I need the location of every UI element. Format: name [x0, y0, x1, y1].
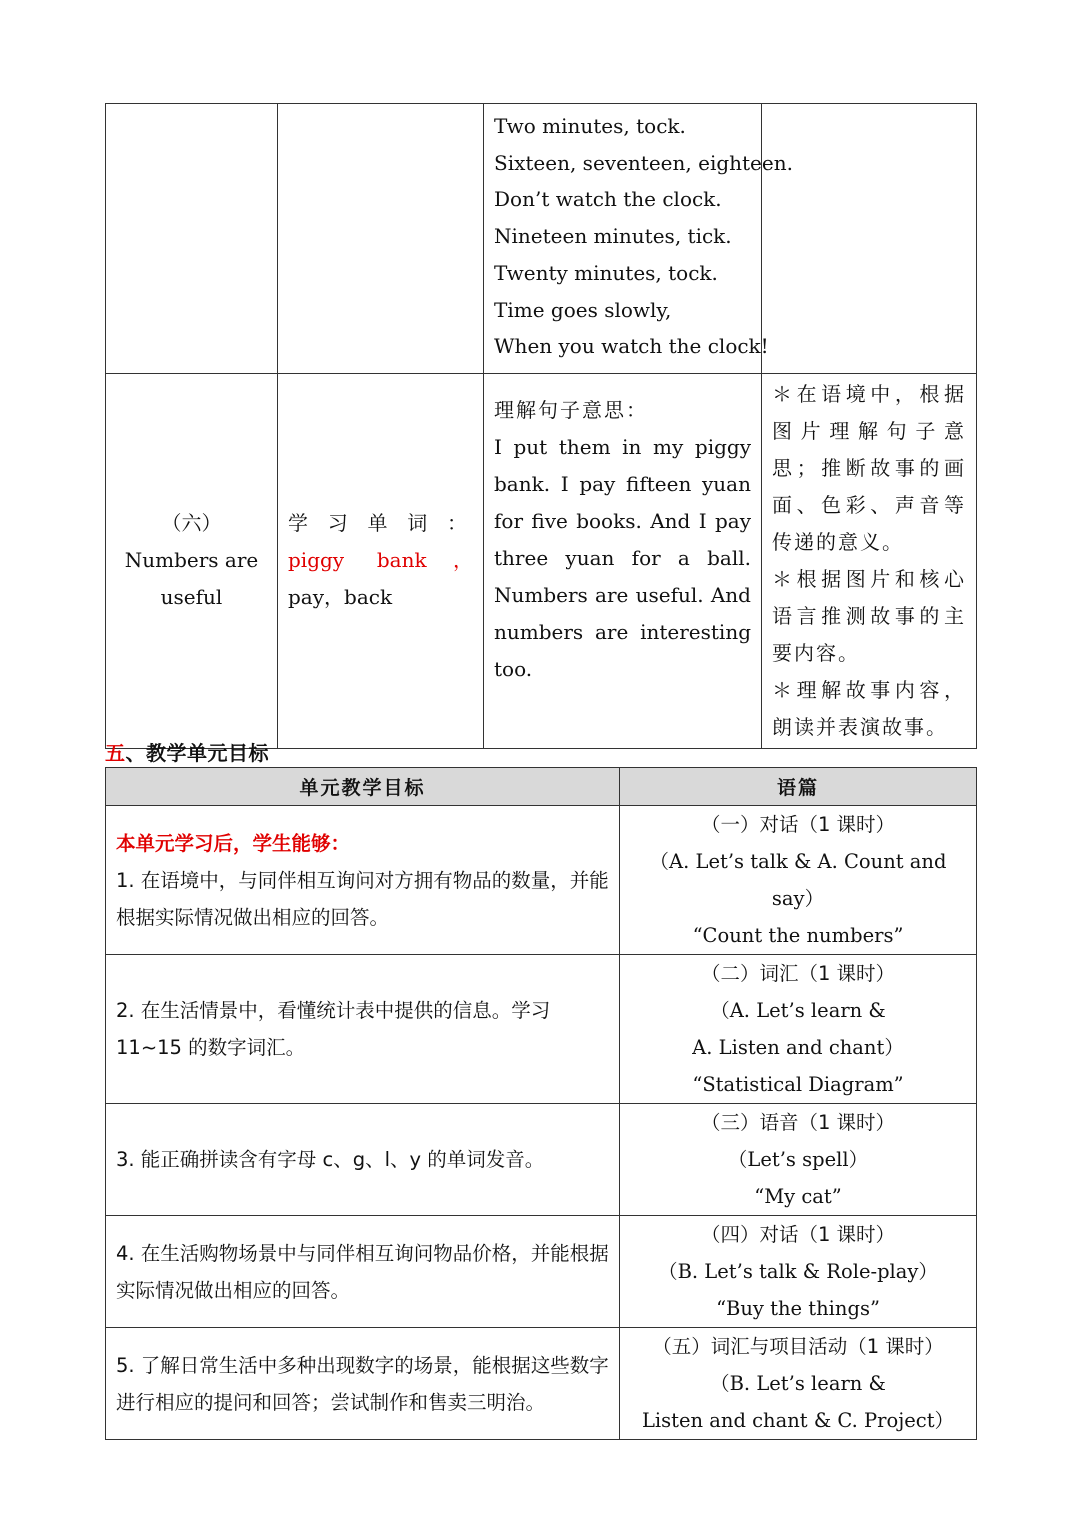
goal-text: 5. 了解日常生活中多种出现数字的场景，能根据这些数字进行相应的提问和回答；尝试制作和售卖三明治。 [116, 1353, 609, 1414]
text-line: （五）词汇与项目活动（1 课时） [652, 1335, 944, 1358]
text-line: Nineteen minutes, tick. [494, 224, 732, 249]
table-row [106, 955, 977, 1104]
column-header: 单元教学目标 [106, 768, 620, 806]
text-body: I put them in my piggy bank. I pay fifteen yuan for five books. And I pay three yuan for a ball. Numbers are useful. And numbers are interesting too. [494, 434, 751, 681]
text-line: Don’t watch the clock. [494, 187, 722, 212]
lesson-title-line: Numbers are [124, 548, 259, 573]
goal-text: 1. 在语境中，与同伴相互询问对方拥有物品的数量，并能根据实际情况做出相应的回答。 [116, 868, 609, 929]
lesson-number: （六） [161, 511, 222, 536]
text-line: Listen and chant & C. Project） [641, 1409, 955, 1432]
empty-cell [278, 104, 484, 374]
story-text-cell [484, 373, 762, 748]
goal-cell [106, 1216, 620, 1328]
goal-cell [106, 1328, 620, 1440]
goal-cell [106, 1104, 620, 1216]
text-line: When you watch the clock! [494, 334, 769, 359]
text-line: Time goes slowly, [494, 297, 672, 322]
text-line: Twenty minutes, tock. [494, 260, 718, 285]
text-line: “My cat” [754, 1185, 842, 1208]
text-cell [620, 806, 977, 955]
text-line: （三）语音（1 课时） [700, 1111, 896, 1134]
goal-text: 2. 在生活情景中，看懂统计表中提供的信息。学习 11~15 的数字词汇。 [116, 999, 551, 1059]
table-row [106, 1216, 977, 1328]
table-row [106, 104, 977, 374]
text-line: （一）对话（1 课时） [700, 813, 896, 836]
text-line: “Statistical Diagram” [692, 1073, 904, 1096]
text-line: （B. Let’s talk & Role-play） [658, 1260, 938, 1283]
goal-text: 3. 能正确拼读含有字母 c、g、l、y 的单词发音。 [116, 1148, 545, 1171]
goal-intro: 本单元学习后，学生能够： [116, 831, 351, 855]
unit-objectives-table [105, 767, 977, 1440]
vocab-highlight: piggy bank， [288, 548, 473, 573]
text-line: （B. Let’s learn & [710, 1372, 886, 1395]
text-line: （四）对话（1 课时） [700, 1223, 896, 1246]
section-heading [105, 737, 269, 766]
lesson-title-cell [106, 373, 278, 748]
table-row [106, 373, 977, 748]
goal-cell [106, 955, 620, 1104]
table-row [106, 1104, 977, 1216]
empty-cell [106, 104, 278, 374]
text-heading: 理解句子意思： [494, 397, 648, 422]
text-line: Two minutes, tock. [494, 114, 686, 138]
table-row [106, 806, 977, 955]
text-cell [620, 955, 977, 1104]
goal-cell [106, 806, 620, 955]
text-cell [620, 1104, 977, 1216]
goal-item: ＊在语境中，根据图片理解句子意思；推断故事的画面、色彩、声音等传递的意义。 [772, 381, 966, 554]
goal-item: ＊理解故事内容，朗读并表演故事。 [772, 677, 966, 739]
text-cell [620, 1216, 977, 1328]
text-line: Sixteen, seventeen, eighteen. [494, 150, 793, 175]
goal-item: ＊根据图片和核心语言推测故事的主要内容。 [772, 566, 966, 665]
empty-cell [762, 104, 977, 374]
text-line: （A. Let’s learn & [710, 999, 886, 1022]
goal-text: 4. 在生活购物场景中与同伴相互询问物品价格，并能根据实际情况做出相应的回答。 [116, 1241, 609, 1302]
section-number: 五 [105, 741, 126, 765]
chant-text-cell [484, 104, 793, 374]
text-line: “Count the numbers” [692, 924, 904, 947]
text-line: （二）词汇（1 课时） [700, 962, 896, 985]
text-line: “Buy the things” [716, 1297, 880, 1320]
goals-cell [762, 373, 977, 748]
text-cell [620, 1328, 977, 1440]
vocab-rest: pay，back [288, 585, 393, 610]
lesson-table [105, 103, 977, 749]
table-header-row [106, 768, 977, 806]
column-header: 语篇 [620, 768, 977, 806]
text-line: （A. Let’s talk & A. Count and say） [649, 850, 947, 910]
vocabulary-cell [278, 373, 484, 748]
lesson-title-line: useful [160, 585, 223, 610]
table-row [106, 1328, 977, 1440]
vocab-label: 学习单词： [288, 511, 473, 536]
text-line: （Let’s spell） [727, 1148, 869, 1171]
section-title: 、教学单元目标 [125, 741, 269, 765]
text-line: A. Listen and chant） [692, 1036, 904, 1059]
